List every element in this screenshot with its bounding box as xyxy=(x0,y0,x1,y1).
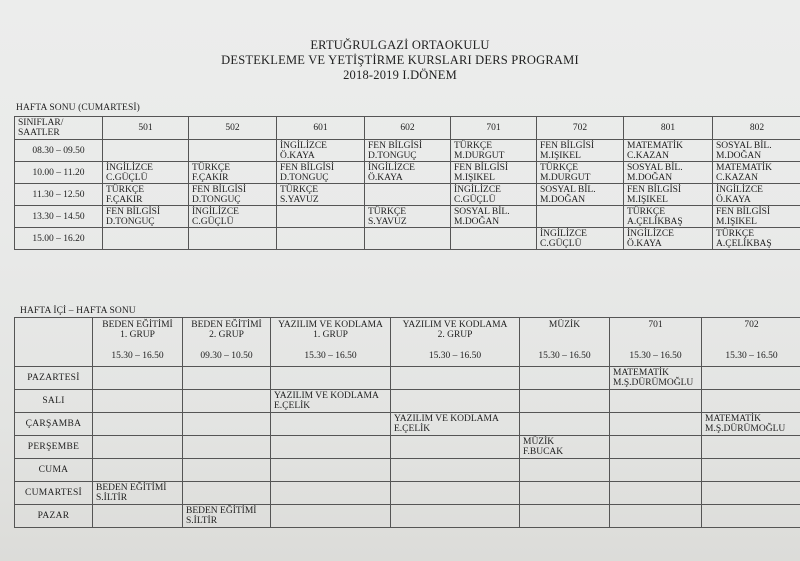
course-header xyxy=(391,318,520,367)
lesson-cell xyxy=(365,228,451,250)
lesson-teacher: Ö.KAYA xyxy=(368,172,403,183)
course-header xyxy=(271,318,391,367)
course-header xyxy=(702,318,800,367)
lesson-cell xyxy=(93,459,183,482)
lesson-cell xyxy=(702,413,800,436)
lesson-cell xyxy=(520,367,610,390)
lesson-cell xyxy=(610,505,702,528)
lesson-cell xyxy=(624,184,713,206)
class-header: 602 xyxy=(365,117,451,140)
lesson-cell xyxy=(189,184,277,206)
weekend-row xyxy=(15,184,800,206)
lesson-cell xyxy=(93,505,183,528)
program-title: DESTEKLEME VE YETİŞTİRME KURSLARI DERS PROGRAMI xyxy=(221,53,579,67)
lesson-subject: İNGİLİZCE xyxy=(280,140,327,151)
lesson-cell xyxy=(103,228,189,250)
lesson-cell xyxy=(610,482,702,505)
course-time: 15.30 – 16.50 xyxy=(629,351,682,361)
lesson-cell xyxy=(277,206,365,228)
weekend-row xyxy=(15,162,800,184)
lesson-cell xyxy=(624,162,713,184)
lesson-cell xyxy=(183,482,271,505)
lesson-cell xyxy=(713,162,800,184)
day-label: CUMA xyxy=(15,459,93,482)
lesson-cell xyxy=(271,459,391,482)
lesson-teacher: Ö.KAYA xyxy=(280,150,315,161)
lesson-subject: MATEMATİK xyxy=(705,414,761,424)
lesson-cell xyxy=(610,413,702,436)
lesson-teacher: D.TONGUÇ xyxy=(106,216,155,227)
lesson-subject: FEN BİLGİSİ xyxy=(280,162,335,173)
lesson-cell xyxy=(702,390,800,413)
lesson-cell xyxy=(451,228,537,250)
class-header: 701 xyxy=(451,117,537,140)
weekday-header-row xyxy=(15,318,800,367)
course-header xyxy=(183,318,271,367)
lesson-subject: İNGİLİZCE xyxy=(540,228,587,239)
lesson-subject: TÜRKÇE xyxy=(627,206,665,217)
lesson-cell xyxy=(93,482,183,505)
lesson-subject: YAZILIM VE KODLAMA xyxy=(274,391,379,401)
lesson-subject: FEN BİLGİSİ xyxy=(192,184,247,195)
lesson-cell xyxy=(277,162,365,184)
weekday-row xyxy=(15,436,800,459)
lesson-cell xyxy=(365,162,451,184)
corner-label-times: SAATLER xyxy=(18,128,60,138)
lesson-teacher: M.IŞIKEL xyxy=(716,216,757,227)
lesson-cell xyxy=(365,206,451,228)
day-label: PERŞEMBE xyxy=(15,436,93,459)
lesson-cell xyxy=(365,140,451,162)
lesson-teacher: M.DOĞAN xyxy=(627,172,673,183)
lesson-subject: İNGİLİZCE xyxy=(106,162,153,173)
lesson-cell xyxy=(713,228,800,250)
lesson-teacher: M.DURGUT xyxy=(454,150,505,161)
lesson-subject: SOSYAL BİL. xyxy=(540,184,596,195)
course-title: YAZILIM VE KODLAMA xyxy=(278,320,383,330)
time-slot: 11.30 – 12.50 xyxy=(15,184,103,206)
lesson-cell xyxy=(537,184,624,206)
lesson-cell xyxy=(189,162,277,184)
lesson-cell xyxy=(451,140,537,162)
lesson-subject: FEN BİLGİSİ xyxy=(106,206,161,217)
lesson-cell xyxy=(189,140,277,162)
course-header xyxy=(93,318,183,367)
course-title: 702 xyxy=(744,320,759,330)
lesson-subject: TÜRKÇE xyxy=(454,140,492,151)
weekday-row xyxy=(15,390,800,413)
lesson-teacher: M.DOĞAN xyxy=(454,216,500,227)
lesson-cell xyxy=(451,206,537,228)
lesson-subject: TÜRKÇE xyxy=(280,184,318,195)
course-time: 15.30 – 16.50 xyxy=(428,351,482,361)
lesson-teacher: M.DOĞAN xyxy=(716,150,762,161)
term-title: 2018-2019 I.DÖNEM xyxy=(343,68,457,82)
lesson-cell xyxy=(610,436,702,459)
lesson-cell xyxy=(189,206,277,228)
course-title: MÜZİK xyxy=(548,320,581,330)
lesson-cell xyxy=(365,184,451,206)
weekend-caption: HAFTA SONU (CUMARTESİ) xyxy=(16,103,140,113)
lesson-teacher: M.DOĞAN xyxy=(540,194,586,205)
lesson-subject: TÜRKÇE xyxy=(106,184,144,195)
class-header: 501 xyxy=(103,117,189,140)
weekend-row xyxy=(15,228,800,250)
lesson-subject: MATEMATİK xyxy=(716,162,772,173)
lesson-cell xyxy=(624,206,713,228)
lesson-cell xyxy=(520,436,610,459)
lesson-teacher: Ö.KAYA xyxy=(627,238,662,249)
corner-cell xyxy=(15,318,93,367)
lesson-teacher: M.IŞIKEL xyxy=(627,194,668,205)
corner-label-classes: SINIFLAR/ xyxy=(18,118,64,128)
lesson-cell xyxy=(189,228,277,250)
course-title: BEDEN EĞİTİMİ xyxy=(102,320,173,330)
weekend-row xyxy=(15,140,800,162)
lesson-subject: FEN BİLGİSİ xyxy=(716,206,771,217)
lesson-cell xyxy=(93,413,183,436)
time-slot: 08.30 – 09.50 xyxy=(15,140,103,162)
lesson-cell xyxy=(93,436,183,459)
lesson-teacher: D.TONGUÇ xyxy=(368,150,417,161)
course-group: 2. GRUP xyxy=(209,330,244,340)
school-name: ERTUĞRULGAZİ ORTAOKULU xyxy=(310,38,490,52)
lesson-subject: SOSYAL BİL. xyxy=(627,162,683,173)
lesson-cell xyxy=(183,367,271,390)
weekend-header-row xyxy=(15,117,800,140)
lesson-teacher: C.KAZAN xyxy=(716,172,758,183)
lesson-subject: İNGİLİZCE xyxy=(192,206,239,217)
lesson-subject: BEDEN EĞİTİMİ xyxy=(186,506,257,516)
time-slot: 15.00 – 16.20 xyxy=(15,228,103,250)
lesson-teacher: D.TONGUÇ xyxy=(192,194,241,205)
time-slot: 10.00 – 11.20 xyxy=(15,162,103,184)
lesson-teacher: C.GÜÇLÜ xyxy=(106,172,148,183)
lesson-teacher: A.ÇELİKBAŞ xyxy=(627,216,683,227)
course-header xyxy=(520,318,610,367)
lesson-subject: İNGİLİZCE xyxy=(368,162,415,173)
lesson-subject: TÜRKÇE xyxy=(368,206,406,217)
lesson-cell xyxy=(93,367,183,390)
lesson-teacher: C.KAZAN xyxy=(627,150,669,161)
lesson-teacher: S.İLTİR xyxy=(186,516,218,526)
lesson-subject: SOSYAL BİL. xyxy=(716,140,772,151)
lesson-subject: MÜZİK xyxy=(523,437,555,447)
lesson-cell xyxy=(277,140,365,162)
day-label: ÇARŞAMBA xyxy=(15,413,93,436)
day-label: SALI xyxy=(15,390,93,413)
lesson-cell xyxy=(520,413,610,436)
lesson-cell xyxy=(391,390,520,413)
lesson-cell xyxy=(713,184,800,206)
lesson-cell xyxy=(610,390,702,413)
weekend-row xyxy=(15,206,800,228)
course-title: 701 xyxy=(648,320,663,330)
lesson-subject: TÜRKÇE xyxy=(716,228,754,239)
lesson-cell xyxy=(183,436,271,459)
lesson-subject: TÜRKÇE xyxy=(192,162,230,173)
course-time: 15.30 – 16.50 xyxy=(111,351,164,361)
lesson-cell xyxy=(391,505,520,528)
lesson-subject: YAZILIM VE KODLAMA xyxy=(394,414,499,424)
course-time: 09.30 – 10.50 xyxy=(200,351,253,361)
lesson-cell xyxy=(103,162,189,184)
lesson-cell xyxy=(520,390,610,413)
lesson-cell xyxy=(537,140,624,162)
lesson-cell xyxy=(702,436,800,459)
lesson-teacher: Ö.KAYA xyxy=(716,194,751,205)
lesson-cell xyxy=(537,162,624,184)
lesson-teacher: C.GÜÇLÜ xyxy=(454,194,496,205)
lesson-cell xyxy=(520,505,610,528)
lesson-cell xyxy=(103,140,189,162)
lesson-cell xyxy=(391,413,520,436)
lesson-cell xyxy=(271,367,391,390)
lesson-teacher: S.YAVUZ xyxy=(368,216,407,227)
course-title: BEDEN EĞİTİMİ xyxy=(191,320,262,330)
lesson-cell xyxy=(271,413,391,436)
lesson-cell xyxy=(520,459,610,482)
lesson-cell xyxy=(520,482,610,505)
lesson-cell xyxy=(702,505,800,528)
lesson-teacher: D.TONGUÇ xyxy=(280,172,329,183)
lesson-subject: FEN BİLGİSİ xyxy=(540,140,595,151)
lesson-subject: MATEMATİK xyxy=(627,140,683,151)
weekend-schedule-table xyxy=(14,116,800,250)
lesson-cell xyxy=(391,436,520,459)
time-slot: 13.30 – 14.50 xyxy=(15,206,103,228)
course-header xyxy=(610,318,702,367)
lesson-cell xyxy=(183,390,271,413)
weekday-row xyxy=(15,482,800,505)
lesson-cell xyxy=(537,206,624,228)
day-label: CUMARTESİ xyxy=(15,482,93,505)
lesson-cell xyxy=(271,436,391,459)
lesson-subject: FEN BİLGİSİ xyxy=(368,140,423,151)
lesson-cell xyxy=(702,482,800,505)
weekday-schedule-table xyxy=(14,317,800,528)
lesson-cell xyxy=(610,367,702,390)
course-group: 1. GRUP xyxy=(120,330,155,340)
course-title: YAZILIM VE KODLAMA xyxy=(402,320,508,330)
corner-cell xyxy=(15,117,103,140)
weekday-row xyxy=(15,505,800,528)
class-header: 702 xyxy=(537,117,624,140)
lesson-cell xyxy=(103,184,189,206)
class-header: 801 xyxy=(624,117,713,140)
lesson-cell xyxy=(271,390,391,413)
lesson-cell xyxy=(277,184,365,206)
lesson-subject: MATEMATİK xyxy=(613,368,669,378)
day-label: PAZAR xyxy=(15,505,93,528)
lesson-cell xyxy=(391,367,520,390)
lesson-cell xyxy=(103,206,189,228)
lesson-cell xyxy=(277,228,365,250)
lesson-teacher: C.GÜÇLÜ xyxy=(192,216,234,227)
lesson-cell xyxy=(93,390,183,413)
day-label: PAZARTESİ xyxy=(15,367,93,390)
weekday-row xyxy=(15,367,800,390)
lesson-subject: TÜRKÇE xyxy=(540,162,578,173)
lesson-teacher: F.BUCAK xyxy=(523,447,564,457)
weekday-caption: HAFTA İÇİ – HAFTA SONU xyxy=(20,306,136,316)
lesson-subject: İNGİLİZCE xyxy=(716,184,763,195)
course-time: 15.30 – 16.50 xyxy=(725,351,778,361)
lesson-teacher: S.İLTİR xyxy=(96,493,128,503)
class-header: 802 xyxy=(713,117,800,140)
lesson-cell xyxy=(271,505,391,528)
lesson-cell xyxy=(713,206,800,228)
lesson-cell xyxy=(624,140,713,162)
lesson-subject: İNGİLİZCE xyxy=(454,184,501,195)
lesson-teacher: F.ÇAKIR xyxy=(192,172,229,183)
lesson-cell xyxy=(610,459,702,482)
lesson-subject: BEDEN EĞİTİMİ xyxy=(96,483,167,493)
lesson-subject: İNGİLİZCE xyxy=(627,228,674,239)
lesson-teacher: A.ÇELİKBAŞ xyxy=(716,238,772,249)
lesson-teacher: M.DURGUT xyxy=(540,172,591,183)
course-time: 15.30 – 16.50 xyxy=(304,351,357,361)
course-group: 1. GRUP xyxy=(313,330,348,340)
lesson-cell xyxy=(702,367,800,390)
lesson-teacher: M.Ş.DÜRÜMOĞLU xyxy=(613,378,694,388)
lesson-subject: SOSYAL BİL. xyxy=(454,206,510,217)
lesson-cell xyxy=(183,459,271,482)
lesson-cell xyxy=(451,184,537,206)
lesson-cell xyxy=(451,162,537,184)
lesson-teacher: S.YAVUZ xyxy=(280,194,319,205)
lesson-cell xyxy=(624,228,713,250)
lesson-cell xyxy=(713,140,800,162)
lesson-teacher: C.GÜÇLÜ xyxy=(540,238,582,249)
lesson-subject: FEN BİLGİSİ xyxy=(627,184,682,195)
lesson-teacher: M.Ş.DÜRÜMOĞLU xyxy=(705,424,786,434)
lesson-cell xyxy=(183,413,271,436)
lesson-teacher: M.IŞIKEL xyxy=(454,172,495,183)
weekday-row xyxy=(15,413,800,436)
lesson-teacher: M.IŞIKEL xyxy=(540,150,581,161)
lesson-teacher: E.ÇELİK xyxy=(274,401,311,411)
lesson-subject: FEN BİLGİSİ xyxy=(454,162,509,173)
lesson-cell xyxy=(702,459,800,482)
class-header: 601 xyxy=(277,117,365,140)
lesson-teacher: F.ÇAKIR xyxy=(106,194,143,205)
lesson-cell xyxy=(391,482,520,505)
class-header: 502 xyxy=(189,117,277,140)
lesson-cell xyxy=(271,482,391,505)
lesson-cell xyxy=(537,228,624,250)
course-group: 2. GRUP xyxy=(437,330,473,340)
weekday-row xyxy=(15,459,800,482)
lesson-teacher: E.ÇELİK xyxy=(394,424,431,434)
lesson-cell xyxy=(183,505,271,528)
course-time: 15.30 – 16.50 xyxy=(538,351,591,361)
lesson-cell xyxy=(391,459,520,482)
